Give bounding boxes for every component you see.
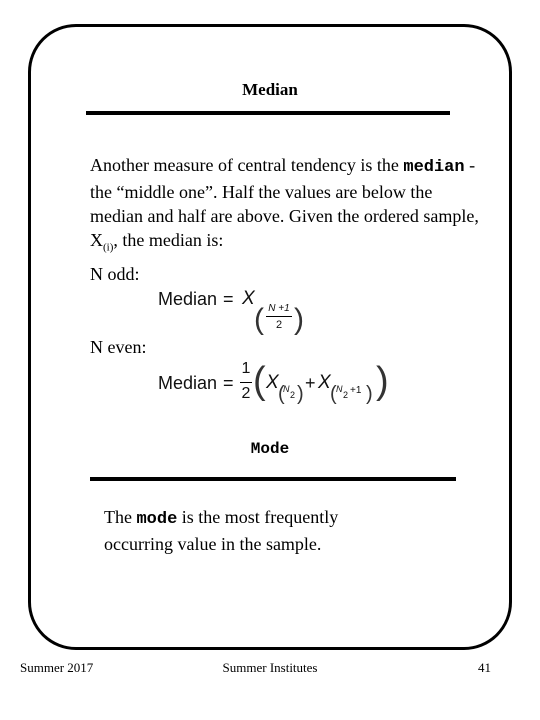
mode-text-2: is the most frequently occurring value in the sample. bbox=[104, 507, 339, 554]
formula-even-sub1-num: N bbox=[283, 384, 290, 394]
formula-even-sub2-num: N bbox=[336, 384, 343, 394]
formula-odd-paren-left: ( bbox=[254, 303, 264, 336]
formula-even-lhs: Median bbox=[158, 373, 218, 393]
footer-date: Summer 2017 bbox=[20, 660, 94, 675]
formula-even-sub2-den: 2 bbox=[343, 390, 349, 400]
formula-odd-lhs: Median bbox=[158, 289, 218, 309]
formula-even-coef-den: 2 bbox=[241, 385, 251, 402]
median-definition bbox=[90, 153, 485, 260]
mode-divider bbox=[90, 477, 456, 481]
mode-definition bbox=[104, 505, 404, 556]
mode-term: mode bbox=[136, 510, 178, 529]
formula-even-x1: X bbox=[266, 372, 279, 393]
median-even-formula bbox=[158, 360, 398, 416]
formula-odd-denominator: 2 bbox=[275, 319, 283, 331]
mode-title: Mode bbox=[250, 440, 290, 458]
n-even-label: N even: bbox=[90, 337, 147, 357]
formula-even-x2: X bbox=[318, 372, 331, 393]
formula-odd-numerator: N +1 bbox=[268, 303, 290, 314]
formula-even-equals: = bbox=[223, 373, 234, 393]
intro-text-1: Another measure of central tendency is the bbox=[90, 155, 399, 175]
formula-odd-x: X bbox=[242, 288, 255, 309]
formula-odd-equals: = bbox=[223, 289, 234, 309]
formula-odd-fraction-bar bbox=[266, 316, 292, 317]
formula-even-paren2-right: ) bbox=[366, 383, 373, 405]
formula-even-coef-num: 1 bbox=[241, 360, 251, 377]
intro-text-3: , the median is: bbox=[113, 230, 224, 250]
ordered-subscript: (i) bbox=[103, 241, 114, 254]
formula-even-sub2-tail: +1 bbox=[350, 385, 362, 396]
formula-even-paren1-right: ) bbox=[297, 383, 304, 405]
formula-even-coef-bar bbox=[240, 382, 252, 383]
formula-even-sub1-den: 2 bbox=[290, 390, 296, 400]
formula-even-big-paren-left: ( bbox=[253, 360, 266, 402]
median-odd-formula bbox=[158, 285, 318, 341]
mode-text-1: The bbox=[104, 507, 137, 527]
intro-text-2: - the “middle one”. Half the values are below the median and half are above. Given the ordered sample, X bbox=[90, 155, 479, 250]
n-odd-label: N odd: bbox=[90, 264, 140, 284]
footer-institute: Summer Institutes bbox=[222, 660, 318, 675]
formula-even-plus: + bbox=[305, 373, 316, 393]
median-term: median bbox=[403, 158, 465, 177]
formula-even-paren2-left: ( bbox=[330, 383, 337, 405]
median-title: Median bbox=[242, 80, 298, 99]
formula-odd-paren-right: ) bbox=[294, 303, 304, 336]
formula-even-big-paren-right: ) bbox=[376, 360, 389, 402]
page-number: 41 bbox=[478, 660, 491, 675]
formula-even-paren1-left: ( bbox=[278, 383, 285, 405]
median-divider bbox=[86, 111, 450, 115]
